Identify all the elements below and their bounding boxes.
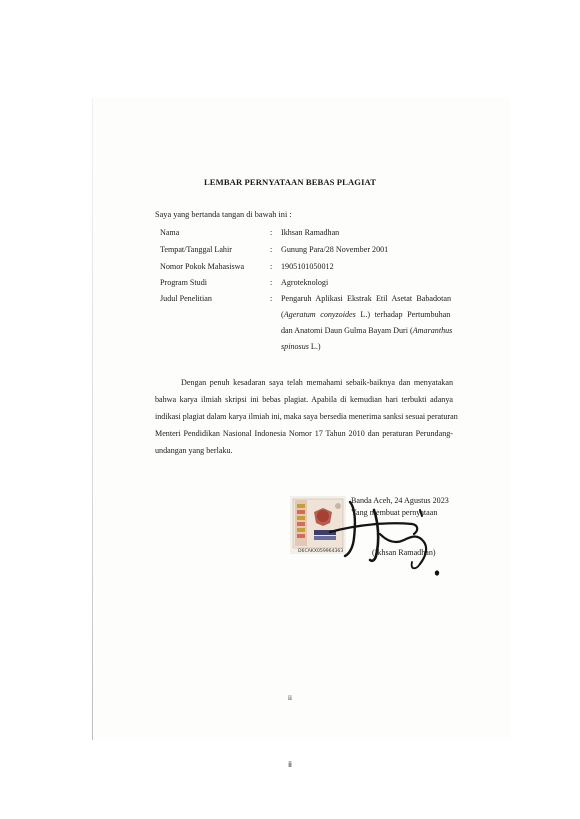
judul-species-1: Ageratum conyzoides [283,310,356,319]
handwritten-signature [300,490,450,580]
info-label: Tempat/Tanggal Lahir [160,245,232,254]
inner-page-number: ii [288,694,292,702]
statement-line-2: bahwa karya ilmiah skripsi ini bebas plagiat. Apabila di kemudian hari terbukti adanya [155,395,453,404]
info-value: Ikhsan Ramadhan [281,228,340,237]
judul-open-paren: ( [281,310,284,319]
judul-line-3-text: dan Anatomi Daun Gulma Bayam Duri ( [281,326,413,335]
info-label: Nama [160,228,180,237]
page-number: ii [288,760,292,769]
statement-line-5: undangan yang berlaku. [155,446,233,455]
document-title: LEMBAR PERNYATAAN BEBAS PLAGIAT [203,177,377,187]
stamp-serial: D6CAKX059964363 [298,549,344,554]
info-value: Agroteknologi [281,278,329,287]
judul-label: Judul Penelitian [160,294,212,303]
judul-line-4 [281,342,321,351]
info-colon: : [270,278,273,287]
signer-name: (Ikhsan Ramadhan) [372,548,436,557]
info-label: Program Studi [160,278,207,287]
judul-line-3 [281,326,452,335]
intro-text: Saya yang bertanda tangan di bawah ini : [155,210,292,219]
info-colon: : [270,245,273,254]
place-date: Banda Aceh, 24 Agustus 2023 [351,496,449,505]
statement-line-1: Dengan penuh kesadaran saya telah memahami sebaik-baiknya dan menyatakan [181,378,453,387]
judul-species-2-cont: spinosus [281,342,309,351]
info-value: Gunung Para/28 November 2001 [281,245,389,254]
statement-line-3: indikasi plagiat dalam karya ilmiah ini, maka saya bersedia menerima sanksi sesuai peraturan [155,412,458,421]
statement-line-4: Menteri Pendidikan Nasional Indonesia Nomor 17 Tahun 2010 dan peraturan Perundang- [155,429,453,438]
maker-label: Yang membuat pernyataan [351,508,438,517]
judul-line-4-rest: L.) [308,342,321,351]
info-value: 1905101050012 [281,262,334,271]
scan-edge [92,98,93,740]
judul-line-1: Pengaruh Aplikasi Ekstrak Etil Asetat Babadotan [281,294,451,303]
judul-line-2-rest: L.) terhadap Pertumbuhan [355,310,451,319]
judul-line-2 [281,310,450,319]
info-colon: : [270,228,273,237]
judul-colon: : [270,294,273,303]
info-label: Nomor Pokok Mahasiswa [160,262,245,271]
info-colon: : [270,262,273,271]
judul-species-2: Amaranthus [412,326,453,335]
